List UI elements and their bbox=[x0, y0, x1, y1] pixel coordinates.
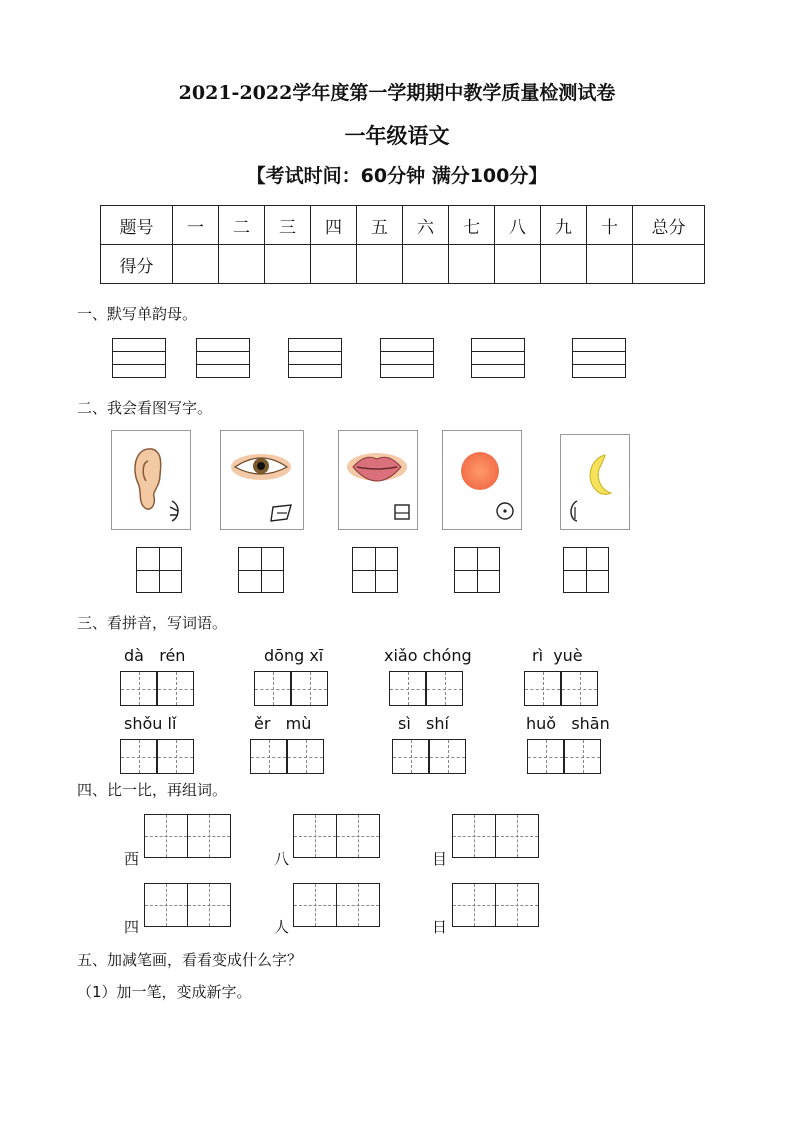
sun-icon bbox=[443, 431, 521, 529]
writing-grid[interactable] bbox=[293, 814, 337, 858]
exam-info: 【考试时间：60分钟 满分100分】 bbox=[246, 165, 548, 187]
writing-grid[interactable] bbox=[238, 547, 284, 593]
writing-grid[interactable] bbox=[254, 671, 291, 706]
writing-grid[interactable] bbox=[527, 739, 564, 774]
writing-grid[interactable] bbox=[564, 739, 601, 774]
table-row bbox=[101, 206, 705, 245]
compare-char: 四 bbox=[124, 918, 140, 936]
pinyin-label: xiǎo chóng bbox=[384, 646, 472, 665]
writing-grid[interactable] bbox=[336, 883, 380, 927]
writing-grid[interactable] bbox=[495, 814, 539, 858]
writing-grid[interactable] bbox=[250, 739, 287, 774]
writing-grid[interactable] bbox=[157, 671, 194, 706]
writing-grid[interactable] bbox=[561, 671, 598, 706]
pinyin-line-box[interactable] bbox=[196, 338, 250, 378]
pinyin-label: sì shí bbox=[398, 714, 449, 733]
score-input-cell[interactable] bbox=[403, 245, 449, 284]
writing-grid[interactable] bbox=[120, 739, 157, 774]
mouth-picture bbox=[338, 430, 418, 530]
sun-picture bbox=[442, 430, 522, 530]
eye-picture bbox=[220, 430, 304, 530]
writing-grid[interactable] bbox=[336, 814, 380, 858]
pinyin-label: ěr mù bbox=[254, 714, 312, 733]
writing-grid[interactable] bbox=[426, 671, 463, 706]
table-cell: 十 bbox=[587, 206, 633, 245]
writing-grid[interactable] bbox=[120, 671, 157, 706]
moon-picture bbox=[560, 434, 630, 530]
writing-grid[interactable] bbox=[352, 547, 398, 593]
score-input-cell[interactable] bbox=[633, 245, 705, 284]
pinyin-label: huǒ shān bbox=[526, 714, 610, 733]
writing-grid[interactable] bbox=[452, 814, 496, 858]
pinyin-line-box[interactable] bbox=[288, 338, 342, 378]
section-1-heading: 一、默写单韵母。 bbox=[77, 305, 198, 323]
writing-grid[interactable] bbox=[454, 547, 500, 593]
section-5-heading: 五、加减笔画，看看变成什么字？ bbox=[77, 951, 303, 969]
table-cell: 五 bbox=[357, 206, 403, 245]
table-cell: 七 bbox=[449, 206, 495, 245]
table-cell: 三 bbox=[265, 206, 311, 245]
moon-icon bbox=[561, 435, 629, 529]
score-input-cell[interactable] bbox=[265, 245, 311, 284]
writing-grid[interactable] bbox=[136, 547, 182, 593]
compare-char: 人 bbox=[274, 918, 290, 936]
writing-grid[interactable] bbox=[429, 739, 466, 774]
section-2-heading: 二、我会看图写字。 bbox=[77, 399, 213, 417]
pinyin-label: rì yuè bbox=[532, 646, 583, 665]
ear-icon bbox=[112, 431, 190, 529]
compare-char: 西 bbox=[124, 850, 140, 868]
writing-grid[interactable] bbox=[187, 814, 231, 858]
pinyin-line-box[interactable] bbox=[380, 338, 434, 378]
table-cell: 六 bbox=[403, 206, 449, 245]
writing-grid[interactable] bbox=[392, 739, 429, 774]
pinyin-label: shǒu lǐ bbox=[124, 714, 177, 733]
writing-grid[interactable] bbox=[287, 739, 324, 774]
score-table bbox=[100, 205, 705, 284]
exam-title: 2021-2022学年度第一学期期中教学质量检测试卷 bbox=[178, 82, 616, 104]
pinyin-line-box[interactable] bbox=[112, 338, 166, 378]
writing-grid[interactable] bbox=[563, 547, 609, 593]
table-cell: 一 bbox=[173, 206, 219, 245]
score-input-cell[interactable] bbox=[219, 245, 265, 284]
writing-grid[interactable] bbox=[293, 883, 337, 927]
compare-char: 八 bbox=[274, 850, 290, 868]
section-3-heading: 三、看拼音，写词语。 bbox=[77, 614, 228, 632]
subject-title: 一年级语文 bbox=[344, 123, 450, 148]
table-cell: 总分 bbox=[633, 206, 705, 245]
table-cell: 八 bbox=[495, 206, 541, 245]
mouth-icon bbox=[339, 431, 417, 529]
pinyin-line-box[interactable] bbox=[471, 338, 525, 378]
writing-grid[interactable] bbox=[389, 671, 426, 706]
writing-grid[interactable] bbox=[452, 883, 496, 927]
compare-char: 日 bbox=[432, 918, 448, 936]
writing-grid[interactable] bbox=[291, 671, 328, 706]
table-cell: 二 bbox=[219, 206, 265, 245]
writing-grid[interactable] bbox=[187, 883, 231, 927]
pinyin-label: dōng xī bbox=[264, 646, 324, 665]
compare-char: 目 bbox=[432, 850, 448, 868]
score-input-cell[interactable] bbox=[449, 245, 495, 284]
table-row bbox=[101, 245, 705, 284]
table-cell: 九 bbox=[541, 206, 587, 245]
score-input-cell[interactable] bbox=[541, 245, 587, 284]
section-4-heading: 四、比一比，再组词。 bbox=[77, 781, 228, 799]
writing-grid[interactable] bbox=[495, 883, 539, 927]
writing-grid[interactable] bbox=[524, 671, 561, 706]
pinyin-line-box[interactable] bbox=[572, 338, 626, 378]
score-input-cell[interactable] bbox=[173, 245, 219, 284]
table-cell: 题号 bbox=[101, 206, 173, 245]
writing-grid[interactable] bbox=[144, 883, 188, 927]
score-input-cell[interactable] bbox=[587, 245, 633, 284]
eye-icon bbox=[221, 431, 303, 529]
score-input-cell[interactable] bbox=[495, 245, 541, 284]
ear-picture bbox=[111, 430, 191, 530]
table-cell: 四 bbox=[311, 206, 357, 245]
score-input-cell[interactable] bbox=[357, 245, 403, 284]
writing-grid[interactable] bbox=[157, 739, 194, 774]
table-cell: 得分 bbox=[101, 245, 173, 284]
pinyin-label: dà rén bbox=[124, 646, 186, 665]
writing-grid[interactable] bbox=[144, 814, 188, 858]
score-input-cell[interactable] bbox=[311, 245, 357, 284]
section-5-subheading: （1）加一笔，变成新字。 bbox=[77, 983, 252, 1001]
